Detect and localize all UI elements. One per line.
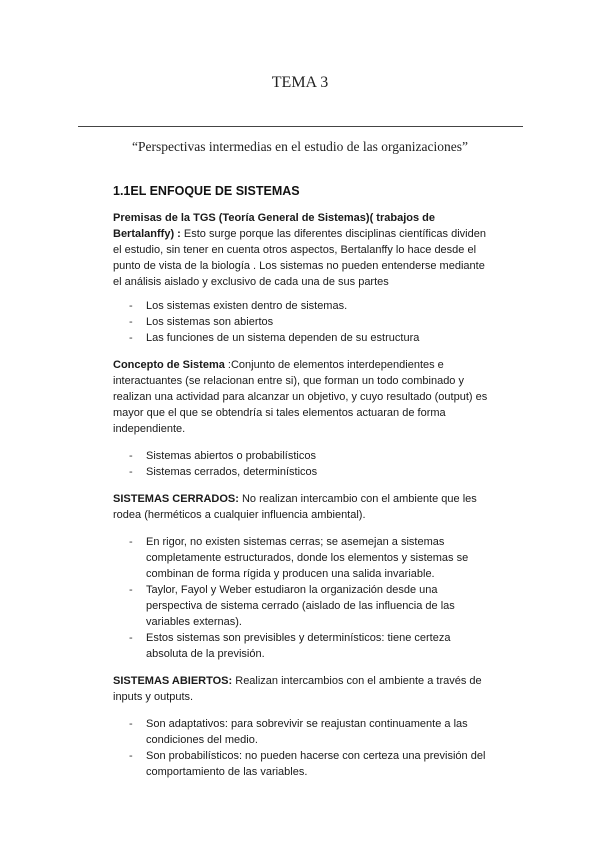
cerrados-body: No realizan intercambio con el ambiente que les rodea (herméticos a cualquier influencia ambiental). xyxy=(113,493,477,521)
concepto-list xyxy=(113,448,493,480)
concepto-lead: Concepto de Sistema xyxy=(113,359,225,371)
list-item: - Los sistemas son abiertos xyxy=(146,314,493,330)
list-item: - Son adaptativos: para sobrevivir se reajustan continuamente a las condiciones del medio. xyxy=(146,716,493,748)
cerrados-list xyxy=(113,534,493,662)
section-content xyxy=(113,210,493,780)
premisas-lead: Premisas de la TGS (Teoría General de Sistemas)( trabajos de Bertalanffy) : xyxy=(113,212,435,240)
document-subtitle: “Perspectivas intermedias en el estudio de las organizaciones” xyxy=(131,139,468,154)
list-item: - Sistemas abiertos o probabilísticos xyxy=(146,448,493,464)
section-heading: 1.1EL ENFOQUE DE SISTEMAS xyxy=(113,184,300,198)
title-divider xyxy=(78,126,523,127)
list-item: - Estos sistemas son previsibles y determinísticos: tiene certeza absoluta de la previsión. xyxy=(146,630,493,662)
abiertos-paragraph xyxy=(113,673,493,705)
list-item: - Taylor, Fayol y Weber estudiaron la organización desde una perspectiva de sistema cerrado (aislado de las influencia de las variables externas). xyxy=(146,582,493,630)
abiertos-body: Realizan intercambios con el ambiente a través de inputs y outputs. xyxy=(113,675,482,703)
cerrados-paragraph xyxy=(113,491,493,523)
list-item: - Son probabilísticos: no pueden hacerse con certeza una previsión del comportamiento de las variables. xyxy=(146,748,493,780)
document-title: TEMA 3 xyxy=(271,74,329,91)
premisas-list xyxy=(113,298,493,346)
list-item: - Los sistemas existen dentro de sistemas. xyxy=(146,298,493,314)
premisas-paragraph xyxy=(113,210,493,290)
concepto-paragraph xyxy=(113,357,493,437)
list-item: - En rigor, no existen sistemas cerras; se asemejan a sistemas completamente estructurados, donde los elementos y sistemas se combinan de forma rígida y producen una salida invariable. xyxy=(146,534,493,582)
abiertos-lead: SISTEMAS ABIERTOS: xyxy=(113,675,233,687)
concepto-body: :Conjunto de elementos interdependientes e interactuantes (se relacionan entre si), que forman un todo combinado y realizan una actividad para alcanzar un objetivo, y cuyo resultado (output) es mayor que el que se obtendría si tales elementos actuaran de forma independiente. xyxy=(113,359,488,435)
abiertos-list xyxy=(113,716,493,780)
list-item: - Las funciones de un sistema dependen de su estructura xyxy=(146,330,493,346)
list-item: - Sistemas cerrados, determinísticos xyxy=(146,464,493,480)
premisas-body: Esto surge porque las diferentes disciplinas científicas dividen el estudio, sin tener en cuenta otros aspectos, Bertalanffy lo hace desde el punto de vista de la biología . Los sistemas no pueden entenderse mediante el análisis aislado y exclusivo de cada una de sus partes xyxy=(113,228,486,288)
cerrados-lead: SISTEMAS CERRADOS: xyxy=(113,493,239,505)
